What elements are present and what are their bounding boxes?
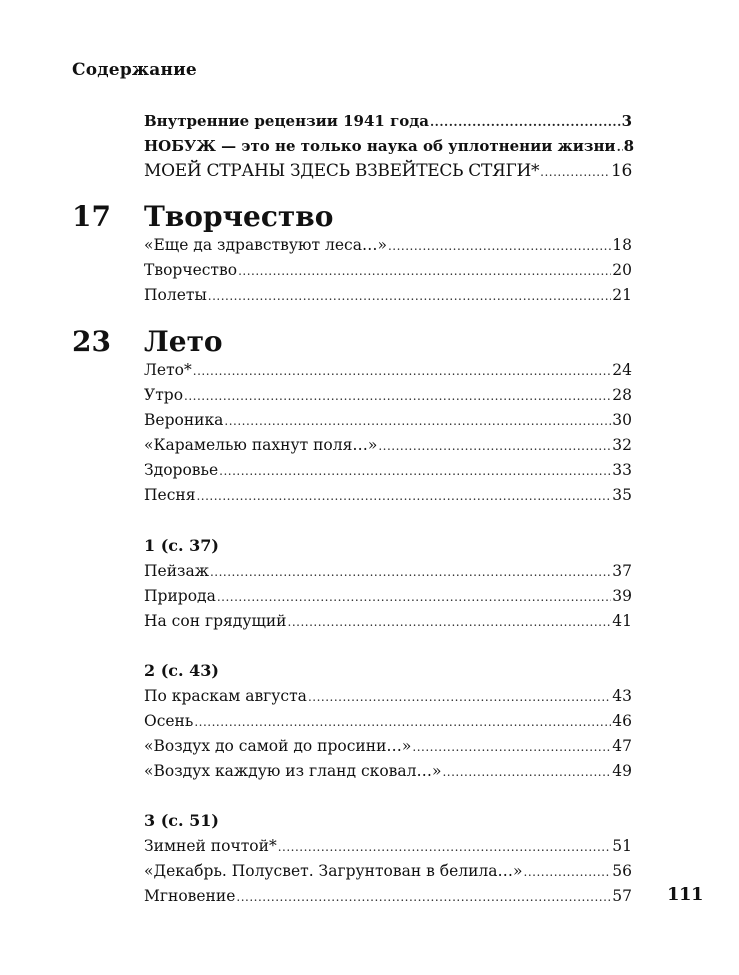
toc-entry[interactable] xyxy=(144,584,632,609)
toc-entry-page: 33 xyxy=(612,461,632,479)
toc-entry-title: «Декабрь. Полусвет. Загрунтован в белила…» xyxy=(144,862,523,880)
toc-leader xyxy=(196,484,611,509)
toc-entry-page: 51 xyxy=(612,837,632,855)
toc-entry-title: НОБУЖ — это не только наука об уплотнении жизни xyxy=(144,137,616,155)
toc-leader xyxy=(238,259,611,284)
toc-leader xyxy=(194,710,611,735)
subsection-title: 2 (с. 43) xyxy=(144,661,219,680)
toc-entry[interactable] xyxy=(144,884,632,909)
toc-entry[interactable] xyxy=(144,734,632,759)
toc-entry-page: 39 xyxy=(612,587,632,605)
toc-subsection-1 xyxy=(144,559,632,634)
toc-entry[interactable] xyxy=(144,859,632,884)
toc-section-leto xyxy=(144,358,632,508)
toc-leader xyxy=(184,384,611,409)
toc-entry-page: 49 xyxy=(612,762,632,780)
toc-entry-page: 18 xyxy=(612,236,632,254)
toc-leader xyxy=(412,735,611,760)
toc-entry[interactable] xyxy=(144,709,632,734)
toc-entry[interactable] xyxy=(144,433,632,458)
toc-entry-title: Здоровье xyxy=(144,461,219,479)
toc-entry[interactable] xyxy=(144,408,632,433)
toc-entry-title: Утро xyxy=(144,386,184,404)
toc-entry-page: 30 xyxy=(612,411,632,429)
page-heading: Содержание xyxy=(72,60,197,80)
toc-entry-title: Природа xyxy=(144,587,216,605)
section-title: Лето xyxy=(144,325,223,358)
toc-entry-title: «Воздух до самой до просини…» xyxy=(144,737,412,755)
toc-entry-page: 16 xyxy=(610,161,632,181)
toc-entry-title: Мгновение xyxy=(144,887,236,905)
toc-entry-page: 41 xyxy=(612,612,632,630)
toc-entry-page: 56 xyxy=(612,862,632,880)
subsection-title: 3 (с. 51) xyxy=(144,811,219,830)
toc-leader xyxy=(442,760,611,785)
toc-subsection-3 xyxy=(144,834,632,909)
toc-entry-title: «Воздух каждую из гланд сковал…» xyxy=(144,762,442,780)
toc-leader xyxy=(210,560,611,585)
toc-entry[interactable] xyxy=(144,159,632,184)
toc-entry-page: 57 xyxy=(612,887,632,905)
toc-entry-page: 24 xyxy=(612,361,632,379)
toc-entry[interactable] xyxy=(144,233,632,258)
toc-leader xyxy=(378,434,611,459)
toc-leader xyxy=(308,685,611,710)
toc-entry-page: 20 xyxy=(612,261,632,279)
toc-entry-title: Полеты xyxy=(144,286,207,304)
toc-entry-page: 21 xyxy=(612,286,632,304)
toc-entry-title: Творчество xyxy=(144,261,238,279)
subsection-title: 1 (с. 37) xyxy=(144,536,219,555)
toc-leader xyxy=(219,459,611,484)
toc-leader xyxy=(388,234,611,259)
toc-leader xyxy=(524,860,612,885)
toc-entry[interactable] xyxy=(144,483,632,508)
toc-intro xyxy=(144,109,632,184)
toc-leader xyxy=(217,585,611,610)
toc-leader xyxy=(236,885,611,910)
toc-entry-page: 32 xyxy=(612,436,632,454)
toc-leader xyxy=(278,835,612,860)
toc-entry-page: 35 xyxy=(612,486,632,504)
toc-entry-page: 28 xyxy=(612,386,632,404)
toc-leader xyxy=(193,359,612,384)
toc-entry[interactable] xyxy=(144,383,632,408)
toc-leader xyxy=(430,110,621,135)
toc-entry-title: Песня xyxy=(144,486,196,504)
toc-entry-page: 43 xyxy=(612,687,632,705)
toc-section-tvorchestvo xyxy=(144,233,632,308)
toc-entry[interactable] xyxy=(144,283,632,308)
toc-entry-title: На сон грядущий xyxy=(144,612,287,630)
toc-entry[interactable] xyxy=(144,109,632,134)
toc-entry[interactable] xyxy=(144,458,632,483)
toc-entry-title: «Еще да здравствуют леса…» xyxy=(144,236,387,254)
toc-entry-title: Лето* xyxy=(144,361,192,379)
toc-entry-title: По краскам августа xyxy=(144,687,307,705)
toc-entry-page: 46 xyxy=(612,712,632,730)
section-number: 23 xyxy=(72,325,111,358)
toc-leader xyxy=(224,409,611,434)
toc-entry-page: 47 xyxy=(612,737,632,755)
toc-entry-title: Вероника xyxy=(144,411,224,429)
toc-leader xyxy=(288,610,612,635)
toc-entry[interactable] xyxy=(144,684,632,709)
toc-leader xyxy=(208,284,611,309)
toc-entry[interactable] xyxy=(144,258,632,283)
section-number: 17 xyxy=(72,200,111,233)
toc-entry-page: 3 xyxy=(621,112,632,130)
toc-leader xyxy=(617,135,623,160)
toc-entry-title: Осень xyxy=(144,712,194,730)
page-number: 111 xyxy=(667,884,704,905)
toc-entry-title: «Карамелью пахнут поля…» xyxy=(144,436,378,454)
toc-entry-title: Пейзаж xyxy=(144,562,209,580)
toc-entry[interactable] xyxy=(144,134,632,159)
toc-subsection-2 xyxy=(144,684,632,784)
toc-entry-page: 8 xyxy=(623,137,634,155)
toc-entry[interactable] xyxy=(144,609,632,634)
toc-entry-title: Зимней почтой* xyxy=(144,837,277,855)
toc-entry[interactable] xyxy=(144,358,632,383)
toc-leader xyxy=(540,160,610,185)
toc-entry-page: 37 xyxy=(612,562,632,580)
toc-entry[interactable] xyxy=(144,759,632,784)
toc-entry[interactable] xyxy=(144,834,632,859)
toc-entry-title: МОЕЙ СТРАНЫ ЗДЕСЬ ВЗВЕЙТЕСЬ СТЯГИ* xyxy=(144,161,540,181)
section-title: Творчество xyxy=(144,200,334,233)
toc-entry-title: Внутренние рецензии 1941 года xyxy=(144,112,429,130)
toc-entry[interactable] xyxy=(144,559,632,584)
